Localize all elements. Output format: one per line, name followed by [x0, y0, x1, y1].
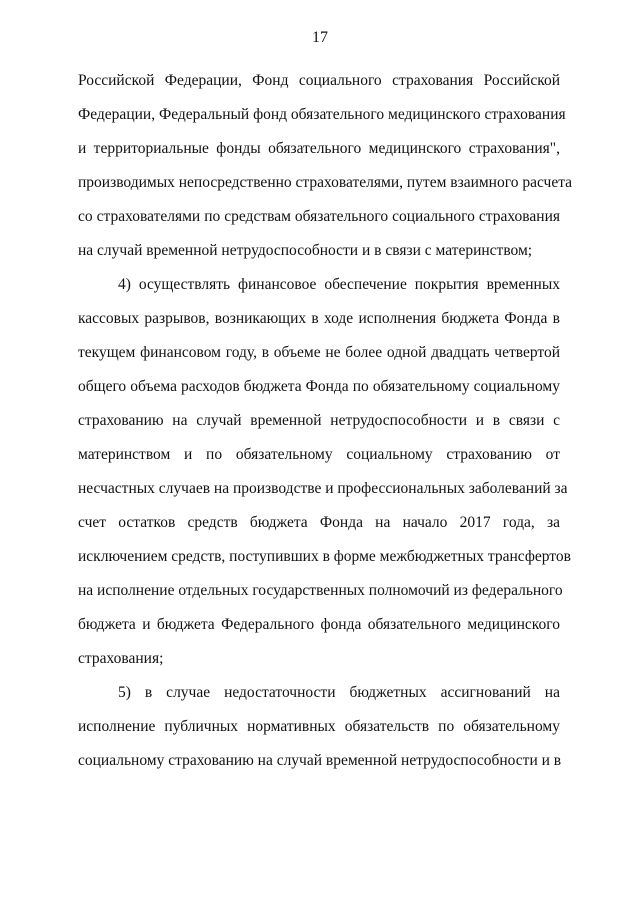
text-line: исключением средств, поступивших в форме межбюджетных трансфертов	[78, 548, 571, 565]
text-line: бюджета и бюджета Федерального фонда обязательного медицинского	[78, 616, 560, 633]
text-line: общего объема расходов бюджета Фонда по обязательному социальному	[78, 378, 560, 395]
text-line: исполнение публичных нормативных обязательств по обязательному	[78, 718, 560, 735]
paragraph-item-5	[78, 676, 560, 778]
document-body	[78, 64, 573, 778]
text-line: на случай временной нетрудоспособности и в связи с материнством;	[78, 242, 533, 259]
text-line: страхованию на случай временной нетрудоспособности и в связи с	[78, 412, 560, 429]
page-number: 17	[312, 29, 328, 46]
text-line: страхования;	[78, 650, 164, 667]
text-line: со страхователями по средствам обязательного социального страхования	[78, 208, 560, 225]
text-line: кассовых разрывов, возникающих в ходе исполнения бюджета Фонда в	[78, 310, 560, 327]
text-line: Федерации, Федеральный фонд обязательного медицинского страхования	[78, 106, 566, 123]
paragraph-continuation	[78, 64, 573, 268]
text-line: социальному страхованию на случай временной нетрудоспособности и в	[78, 752, 562, 769]
text-line: производимых непосредственно страхователями, путем взаимного расчета	[78, 174, 573, 191]
text-line: Российской Федерации, Фонд социального страхования Российской	[78, 72, 560, 89]
paragraph-item-4	[78, 268, 571, 676]
text-line: текущем финансовом году, в объеме не более одной двадцать четвертой	[78, 344, 560, 361]
text-line: счет остатков средств бюджета Фонда на начало 2017 года, за	[78, 514, 560, 531]
text-line: несчастных случаев на производстве и профессиональных заболеваний за	[78, 480, 568, 497]
text-line: на исполнение отдельных государственных полномочий из федерального	[78, 582, 563, 599]
text-line: материнством и по обязательному социальному страхованию от	[78, 446, 560, 463]
text-line: 5) в случае недостаточности бюджетных ассигнований на	[118, 684, 560, 701]
text-line: и территориальные фонды обязательного медицинского страхования",	[78, 140, 560, 157]
text-line: 4) осуществлять финансовое обеспечение покрытия временных	[118, 276, 560, 293]
